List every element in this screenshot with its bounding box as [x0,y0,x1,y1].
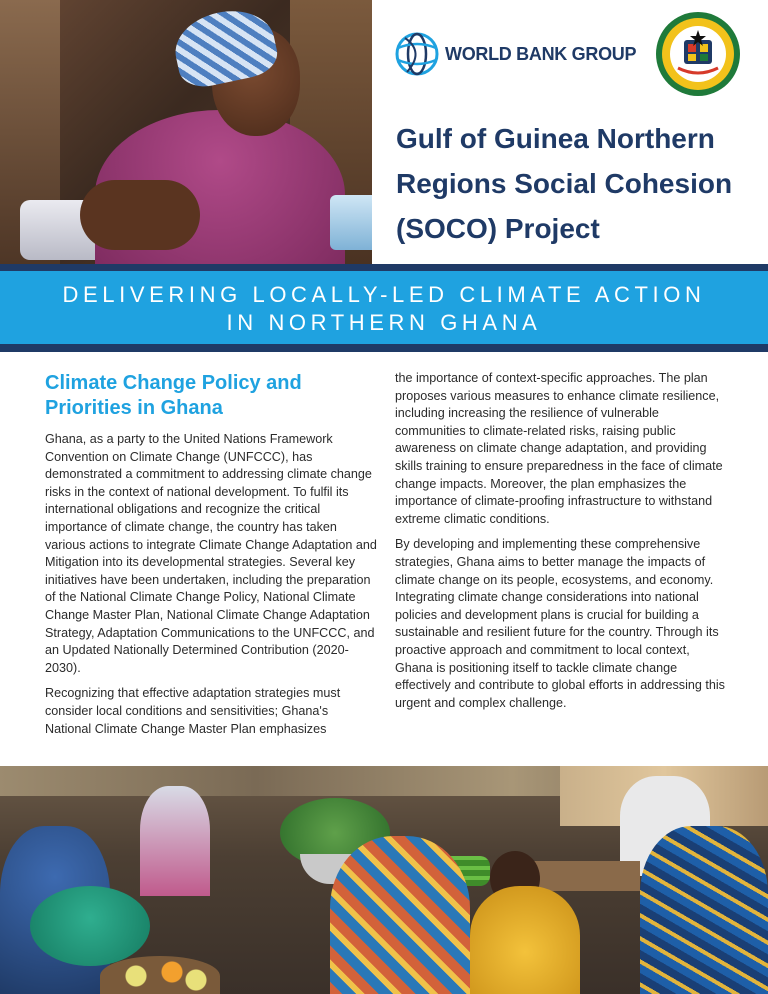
banner-top-stripe [0,264,768,271]
market-photo [0,766,768,994]
left-column [45,431,377,746]
project-title: Gulf of Guinea Northern Regions Social Cohesion (SOCO) Project [396,123,733,244]
logo-text: WORLD BANK GROUP [445,43,637,64]
ghana-ministry-seal-icon [654,10,742,98]
world-bank-globe-icon [395,32,439,76]
banner-bottom-stripe [0,344,768,352]
banner-line-2: IN NORTHERN GHANA [226,310,542,335]
section-heading: Climate Change Policy and Priorities in Ghana [45,372,302,419]
left-paragraph-1: Ghana, as a party to the United Nations Framework Convention on Climate Change (UNFCCC), has demonstrated a commitment to addressing climate change risks in the context of national development. To fulfil its international obligations and recognize the critical importance of climate change, the country has taken various actions to integrate Climate Change Adaptation and Mitigation into its developmental strategies. Several key initiatives have been undertaken, including the preparation of the National Climate Change Policy, National Climate Change Master Plan, National Climate Change Adaptation Strategy, Adaptation Communications to the UNFCCC, and an Updated Nationally Determined Contribution (2020-2030). [45,432,377,675]
left-paragraph-2: Recognizing that effective adaptation strategies must consider local conditions and sensitivities; Ghana's National Climate Change Master Plan emphasizes [45,686,341,736]
hero-photo-market-woman [0,0,372,264]
right-paragraph-1: the importance of context-specific approaches. The plan proposes various measures to enhance climate resilience, including increasing the resilience of vulnerable communities to climate-related risks, raising public awareness on climate change adaptation, and providing skills training to ensure preparedness in the face of climate change impacts. Moreover, the plan emphasizes the importance of climate-proofing infrastructure to withstand extreme climatic conditions. [395,371,723,526]
banner-title [0,281,768,337]
right-paragraph-2: By developing and implementing these comprehensive strategies, Ghana aims to better manage the impacts of climate change on its people, ecosystems, and economy. Integrating climate change considerations into national policies and development plans is crucial for building a sustainable and resilient future for the country. Through its proactive approach and commitment to local context, Ghana is positioning itself to tackle climate change effectively and contribute to global efforts in addressing this urgent and complex challenge. [395,537,725,710]
world-bank-group-logo [395,32,636,76]
banner-line-1: DELIVERING LOCALLY-LED CLIMATE ACTION [62,282,706,307]
right-column [395,370,725,720]
